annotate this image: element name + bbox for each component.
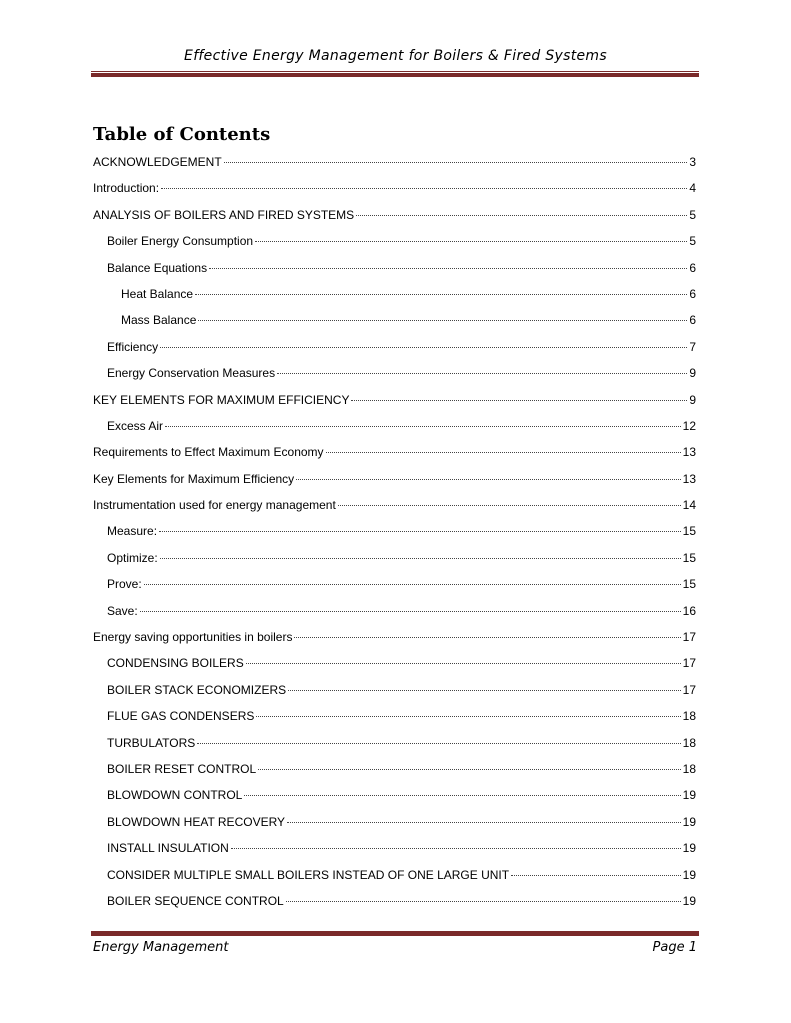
toc-entry-page: 19 [682, 841, 696, 856]
toc-entry-label: Introduction: [93, 181, 160, 196]
toc-entry-label: BLOWDOWN CONTROL [107, 788, 243, 803]
toc-entry-label: FLUE GAS CONDENSERS [107, 709, 255, 724]
toc-dot-leader [258, 769, 680, 770]
toc-dot-leader [326, 452, 681, 453]
toc-entry[interactable] [93, 656, 696, 682]
toc-entry-page: 15 [682, 524, 696, 539]
toc-entry[interactable] [93, 868, 696, 894]
toc-entry-label: Instrumentation used for energy management [93, 498, 336, 513]
toc-dot-leader [244, 795, 680, 796]
toc-heading: Table of Contents [93, 124, 271, 145]
toc-entry-label: CONSIDER MULTIPLE SMALL BOILERS INSTEAD OF ONE LARGE UNIT [107, 867, 510, 882]
toc-entry-label: Save: [107, 603, 138, 618]
toc-dot-leader [197, 743, 680, 744]
toc-entry[interactable] [93, 445, 696, 471]
toc-entry-label: BOILER RESET CONTROL [107, 761, 257, 776]
toc-dot-leader [287, 822, 681, 823]
toc-entry[interactable] [93, 524, 696, 550]
toc-dot-leader [224, 162, 688, 163]
toc-entry-label: Key Elements for Maximum Efficiency [93, 471, 295, 486]
toc-entry-label: Energy Conservation Measures [107, 366, 276, 381]
toc-entry[interactable] [93, 683, 696, 709]
toc-dot-leader [286, 901, 681, 902]
toc-entry-page: 16 [682, 603, 696, 618]
toc-entry[interactable] [93, 815, 696, 841]
toc-entry-page: 5 [689, 207, 696, 222]
toc-entry-page: 3 [689, 155, 696, 169]
toc-entry[interactable] [93, 762, 696, 788]
toc-dot-leader [256, 716, 680, 717]
toc-entry-label: Prove: [107, 577, 142, 592]
toc-entry-label: BOILER STACK ECONOMIZERS [107, 682, 287, 697]
toc-entry[interactable] [93, 234, 696, 260]
toc-entry-page: 15 [682, 550, 696, 565]
toc-entry-page: 6 [689, 260, 696, 275]
footer-rule [91, 930, 699, 936]
toc-entry-label: BOILER SEQUENCE CONTROL [107, 893, 284, 908]
toc-dot-leader [209, 268, 687, 269]
toc-entry-label: ACKNOWLEDGEMENT [93, 155, 222, 169]
toc-entry-label: BLOWDOWN HEAT RECOVERY [107, 814, 286, 829]
toc-entry-label: Boiler Energy Consumption [107, 234, 254, 249]
toc-entry-page: 9 [689, 392, 696, 407]
toc-entry-label: INSTALL INSULATION [107, 841, 229, 856]
toc-entry-label: KEY ELEMENTS FOR MAXIMUM EFFICIENCY [93, 392, 350, 407]
toc-entry-page: 9 [689, 366, 696, 381]
toc-entry-page: 19 [682, 893, 696, 908]
toc-entry-page: 18 [682, 735, 696, 750]
toc-entry-page: 6 [689, 313, 696, 328]
toc-entry-label: Efficiency [107, 339, 159, 354]
footer-left-text: Energy Management [93, 940, 229, 955]
toc-entry[interactable] [93, 340, 696, 366]
toc-dot-leader [160, 558, 681, 559]
toc-entry[interactable] [93, 393, 696, 419]
toc-entry-label: ANALYSIS OF BOILERS AND FIRED SYSTEMS [93, 207, 355, 222]
toc-entry-label: Energy saving opportunities in boilers [93, 630, 293, 645]
toc-entry-page: 19 [682, 814, 696, 829]
toc-entry[interactable] [93, 287, 696, 313]
toc-entry[interactable] [93, 551, 696, 577]
toc-entry-page: 18 [682, 709, 696, 724]
toc-entry-label: CONDENSING BOILERS [107, 656, 244, 671]
toc-entry-label: Optimize: [107, 550, 158, 565]
toc-entry-page: 7 [689, 339, 696, 354]
toc-entry[interactable] [93, 313, 696, 339]
toc-dot-leader [140, 611, 681, 612]
toc-entry-label: Measure: [107, 524, 158, 539]
toc-dot-leader [356, 215, 687, 216]
toc-entry-page: 13 [682, 445, 696, 460]
page-header-title: Effective Energy Management for Boilers & Fired Systems [184, 48, 607, 64]
toc-dot-leader [144, 584, 681, 585]
toc-dot-leader [288, 690, 681, 691]
toc-entry-page: 14 [682, 498, 696, 513]
toc-entry-label: Excess Air [107, 418, 164, 433]
toc-entry[interactable] [93, 419, 696, 445]
toc-entry[interactable] [93, 208, 696, 234]
toc-entry[interactable] [93, 841, 696, 867]
toc-dot-leader [159, 531, 681, 532]
header-rule [91, 71, 699, 77]
toc-entry[interactable] [93, 472, 696, 498]
toc-entry-page: 6 [689, 286, 696, 301]
footer-page-number: Page 1 [652, 940, 697, 955]
toc-entry[interactable] [93, 261, 696, 287]
toc-dot-leader [195, 294, 687, 295]
toc-entry[interactable] [93, 577, 696, 603]
toc-entry[interactable] [93, 894, 696, 920]
toc-entry-label: TURBULATORS [107, 735, 196, 750]
toc-entry-page: 18 [682, 761, 696, 776]
toc-entry-page: 19 [682, 788, 696, 803]
toc-entry-page: 17 [682, 682, 696, 697]
toc-entry-page: 17 [682, 656, 696, 671]
toc-entry[interactable] [93, 630, 696, 656]
toc-entry-page: 19 [682, 867, 696, 882]
toc-dot-leader [198, 320, 687, 321]
toc-dot-leader [165, 426, 681, 427]
toc-entry-page: 4 [689, 181, 696, 196]
toc-entry[interactable] [93, 788, 696, 814]
toc-list [93, 155, 696, 920]
toc-dot-leader [160, 347, 687, 348]
toc-dot-leader [255, 241, 687, 242]
toc-dot-leader [338, 505, 681, 506]
toc-dot-leader [231, 848, 681, 849]
toc-entry-page: 15 [682, 577, 696, 592]
toc-dot-leader [294, 637, 680, 638]
toc-dot-leader [351, 400, 687, 401]
toc-entry[interactable] [93, 709, 696, 735]
toc-entry[interactable] [93, 736, 696, 762]
toc-entry[interactable] [93, 498, 696, 524]
toc-entry[interactable] [93, 366, 696, 392]
toc-dot-leader [511, 875, 681, 876]
toc-dot-leader [277, 373, 687, 374]
toc-entry-label: Mass Balance [121, 313, 197, 328]
toc-entry[interactable] [93, 155, 696, 181]
toc-entry[interactable] [93, 604, 696, 630]
toc-entry-page: 5 [689, 234, 696, 249]
toc-dot-leader [161, 188, 687, 189]
toc-entry-page: 17 [682, 630, 696, 645]
toc-dot-leader [296, 479, 680, 480]
toc-entry-page: 12 [682, 418, 696, 433]
toc-entry[interactable] [93, 181, 696, 207]
toc-dot-leader [246, 663, 681, 664]
toc-entry-label: Heat Balance [121, 286, 194, 301]
toc-entry-label: Requirements to Effect Maximum Economy [93, 445, 324, 460]
toc-entry-page: 13 [682, 471, 696, 486]
toc-entry-label: Balance Equations [107, 260, 208, 275]
